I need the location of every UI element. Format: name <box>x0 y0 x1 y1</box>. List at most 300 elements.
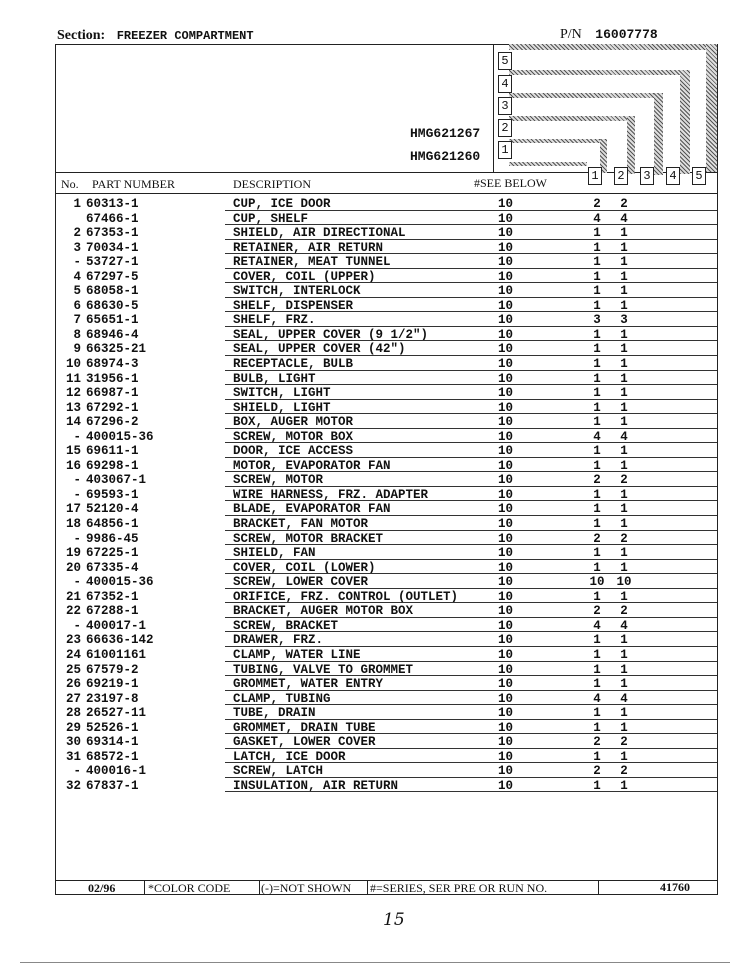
row-qty-series-1: 1 <box>593 444 601 459</box>
row-no: 10 <box>65 357 81 372</box>
row-no: 6 <box>73 298 81 313</box>
row-qty-series-2: 2 <box>620 473 628 488</box>
row-qty-series-1: 1 <box>593 677 601 692</box>
part-number-header <box>560 27 658 43</box>
row-qty-series-1: 1 <box>593 255 601 270</box>
row-qty-series-1: 1 <box>593 226 601 241</box>
row-qty-series-1: 1 <box>593 357 601 372</box>
row-see-below: 10 <box>498 313 514 328</box>
row-qty-series-1: 1 <box>593 662 601 677</box>
row-description: SHIELD, AIR DIRECTIONAL <box>233 226 406 241</box>
row-no: 32 <box>65 778 81 793</box>
row-see-below: 10 <box>498 546 514 561</box>
row-no: 15 <box>65 444 81 459</box>
row-qty-series-2: 1 <box>620 633 628 648</box>
row-part-number: 69611-1 <box>86 444 139 459</box>
row-see-below: 10 <box>498 575 514 590</box>
row-part-number: 69219-1 <box>86 677 139 692</box>
parts-table <box>57 197 717 793</box>
row-description: BRACKET, AUGER MOTOR BOX <box>233 604 414 619</box>
row-see-below: 10 <box>498 458 514 473</box>
row-no: 11 <box>65 371 81 386</box>
row-see-below: 10 <box>498 589 514 604</box>
row-qty-series-2: 1 <box>620 647 628 662</box>
row-description: SHELF, FRZ. <box>233 313 316 328</box>
row-qty-series-1: 1 <box>593 749 601 764</box>
footer-sep-4 <box>598 880 599 895</box>
footer-sep-2 <box>259 880 260 895</box>
row-description: SHIELD, LIGHT <box>233 400 331 415</box>
col-header-no: No. <box>61 177 79 191</box>
row-no: 30 <box>65 735 81 750</box>
row-part-number: 68974-3 <box>86 357 139 372</box>
handwritten-page-number: 15 <box>383 910 405 930</box>
row-qty-series-1: 2 <box>593 531 601 546</box>
row-see-below: 10 <box>498 778 514 793</box>
row-see-below: 10 <box>498 400 514 415</box>
row-part-number: 68946-4 <box>86 327 139 342</box>
row-part-number: 69593-1 <box>86 487 139 502</box>
page-bottom-line <box>20 962 730 963</box>
row-no: 8 <box>73 327 81 342</box>
row-no: 29 <box>65 720 81 735</box>
row-description: SCREW, MOTOR BOX <box>233 429 354 444</box>
table-row <box>57 430 717 445</box>
table-row <box>57 342 717 357</box>
row-qty-series-2: 4 <box>620 211 628 226</box>
table-row <box>57 532 717 547</box>
row-qty-series-1: 2 <box>593 735 601 750</box>
table-row <box>57 372 717 387</box>
row-see-below: 10 <box>498 706 514 721</box>
table-row <box>57 415 717 430</box>
row-no: 31 <box>65 749 81 764</box>
section-value: FREEZER COMPARTMENT <box>116 29 254 43</box>
row-qty-series-2: 4 <box>620 618 628 633</box>
row-qty-series-1: 1 <box>593 371 601 386</box>
row-see-below: 10 <box>498 371 514 386</box>
row-qty-series-1: 1 <box>593 298 601 313</box>
row-description: DOOR, ICE ACCESS <box>233 444 354 459</box>
table-row <box>57 386 717 401</box>
row-qty-series-1: 1 <box>593 517 601 532</box>
row-description: TUBE, DRAIN <box>233 706 316 721</box>
row-qty-series-1: 1 <box>593 400 601 415</box>
row-see-below: 10 <box>498 487 514 502</box>
row-see-below: 10 <box>498 618 514 633</box>
row-part-number: 9986-45 <box>86 531 139 546</box>
table-row <box>57 255 717 270</box>
row-qty-series-1: 1 <box>593 415 601 430</box>
row-qty-series-2: 3 <box>620 313 628 328</box>
footer-sep-3 <box>367 880 368 895</box>
row-qty-series-2: 2 <box>620 764 628 779</box>
row-description: INSULATION, AIR RETURN <box>233 778 399 793</box>
row-description: CLAMP, WATER LINE <box>233 647 361 662</box>
row-no: - <box>73 531 81 546</box>
row-see-below: 10 <box>498 735 514 750</box>
row-part-number: 66636-142 <box>86 633 154 648</box>
row-qty-series-2: 1 <box>620 269 628 284</box>
footer-date: 02/96 <box>88 881 116 895</box>
row-qty-series-2: 1 <box>620 662 628 677</box>
row-no: 27 <box>65 691 81 706</box>
row-no: 26 <box>65 677 81 692</box>
row-qty-series-2: 1 <box>620 226 628 241</box>
row-qty-series-1: 4 <box>593 691 601 706</box>
row-no: 4 <box>73 269 81 284</box>
row-qty-series-1: 1 <box>593 327 601 342</box>
row-description: SEAL, UPPER COVER (42") <box>233 342 406 357</box>
row-part-number: 67353-1 <box>86 226 139 241</box>
row-description: TUBING, VALVE TO GROMMET <box>233 662 414 677</box>
row-part-number: 67225-1 <box>86 546 139 561</box>
row-qty-series-2: 2 <box>620 735 628 750</box>
row-see-below: 10 <box>498 357 514 372</box>
row-description: BOX, AUGER MOTOR <box>233 415 354 430</box>
table-row <box>57 502 717 517</box>
series-box-5: 5 <box>498 52 512 70</box>
row-see-below: 10 <box>498 473 514 488</box>
row-no: 5 <box>73 284 81 299</box>
row-no: 23 <box>65 633 81 648</box>
row-part-number: 67297-5 <box>86 269 139 284</box>
col-header-part-number: PART NUMBER <box>92 177 175 191</box>
row-part-number: 65651-1 <box>86 313 139 328</box>
series-box-3: 3 <box>498 97 512 115</box>
row-qty-series-2: 10 <box>616 575 632 590</box>
row-description: COVER, COIL (LOWER) <box>233 560 376 575</box>
table-row <box>57 663 717 678</box>
row-no: 14 <box>65 415 81 430</box>
row-qty-series-2: 1 <box>620 706 628 721</box>
row-see-below: 10 <box>498 677 514 692</box>
row-part-number: 52526-1 <box>86 720 139 735</box>
row-qty-series-2: 1 <box>620 284 628 299</box>
row-see-below: 10 <box>498 255 514 270</box>
row-qty-series-2: 1 <box>620 560 628 575</box>
table-row <box>57 444 717 459</box>
row-qty-series-2: 1 <box>620 386 628 401</box>
row-part-number: 70034-1 <box>86 240 139 255</box>
row-qty-series-2: 1 <box>620 371 628 386</box>
row-qty-series-2: 1 <box>620 487 628 502</box>
row-part-number: 400016-1 <box>86 764 147 779</box>
row-part-number: 23197-8 <box>86 691 139 706</box>
row-description: RETAINER, MEAT TUNNEL <box>233 255 391 270</box>
table-row <box>57 197 717 212</box>
row-qty-series-2: 1 <box>620 517 628 532</box>
row-description: SWITCH, INTERLOCK <box>233 284 361 299</box>
row-qty-series-1: 1 <box>593 647 601 662</box>
row-see-below: 10 <box>498 211 514 226</box>
section-label-text: Section: <box>57 28 106 43</box>
row-see-below: 10 <box>498 429 514 444</box>
row-no: 16 <box>65 458 81 473</box>
table-row <box>57 575 717 590</box>
series-col-1: 1 <box>588 167 602 185</box>
row-part-number: 66987-1 <box>86 386 139 401</box>
row-no: - <box>73 487 81 502</box>
row-part-number: 400015-36 <box>86 575 154 590</box>
table-row <box>57 284 717 299</box>
row-part-number: 64856-1 <box>86 517 139 532</box>
pn-value: 16007778 <box>595 27 658 42</box>
row-qty-series-2: 4 <box>620 429 628 444</box>
row-qty-series-1: 1 <box>593 589 601 604</box>
table-row <box>57 488 717 503</box>
table-row <box>57 561 717 576</box>
row-qty-series-2: 1 <box>620 778 628 793</box>
row-no: - <box>73 575 81 590</box>
row-description: CLAMP, TUBING <box>233 691 331 706</box>
row-qty-series-1: 1 <box>593 546 601 561</box>
row-part-number: 52120-4 <box>86 502 139 517</box>
row-qty-series-2: 1 <box>620 240 628 255</box>
row-qty-series-2: 1 <box>620 444 628 459</box>
row-no: - <box>73 429 81 444</box>
row-description: SCREW, MOTOR <box>233 473 324 488</box>
row-description: CUP, SHELF <box>233 211 309 226</box>
row-qty-series-2: 1 <box>620 677 628 692</box>
row-no: 1 <box>73 197 81 211</box>
row-description: SCREW, BRACKET <box>233 618 339 633</box>
row-see-below: 10 <box>498 764 514 779</box>
table-row <box>57 473 717 488</box>
row-description: GROMMET, DRAIN TUBE <box>233 720 376 735</box>
table-row <box>57 735 717 750</box>
row-part-number: 60313-1 <box>86 197 139 211</box>
row-see-below: 10 <box>498 327 514 342</box>
row-no: - <box>73 255 81 270</box>
table-row <box>57 779 717 794</box>
row-qty-series-1: 1 <box>593 706 601 721</box>
row-qty-series-1: 1 <box>593 269 601 284</box>
section-label <box>57 28 254 44</box>
row-see-below: 10 <box>498 197 514 211</box>
row-description: SHELF, DISPENSER <box>233 298 354 313</box>
row-qty-series-1: 1 <box>593 720 601 735</box>
table-row <box>57 750 717 765</box>
table-row <box>57 619 717 634</box>
model-number-2: HMG621260 <box>410 149 481 164</box>
row-see-below: 10 <box>498 502 514 517</box>
table-row <box>57 590 717 605</box>
row-see-below: 10 <box>498 226 514 241</box>
row-part-number: 67837-1 <box>86 778 139 793</box>
table-row <box>57 299 717 314</box>
series-col-2: 2 <box>614 167 628 185</box>
row-description: BLADE, EVAPORATOR FAN <box>233 502 391 517</box>
series-box-4: 4 <box>498 75 512 93</box>
row-no: 22 <box>65 604 81 619</box>
table-row <box>57 226 717 241</box>
row-description: MOTOR, EVAPORATOR FAN <box>233 458 391 473</box>
row-qty-series-2: 1 <box>620 255 628 270</box>
row-qty-series-2: 1 <box>620 546 628 561</box>
row-description: SWITCH, LIGHT <box>233 386 331 401</box>
table-row <box>57 212 717 227</box>
row-no: - <box>73 473 81 488</box>
row-qty-series-1: 4 <box>593 211 601 226</box>
row-qty-series-2: 1 <box>620 357 628 372</box>
row-description: SCREW, LATCH <box>233 764 324 779</box>
table-row <box>57 764 717 779</box>
table-row <box>57 313 717 328</box>
footer-not-shown: (-)=NOT SHOWN <box>261 881 352 895</box>
row-see-below: 10 <box>498 531 514 546</box>
row-qty-series-2: 1 <box>620 400 628 415</box>
row-qty-series-2: 1 <box>620 342 628 357</box>
row-qty-series-1: 1 <box>593 386 601 401</box>
row-qty-series-2: 1 <box>620 458 628 473</box>
table-row <box>57 692 717 707</box>
row-qty-series-2: 2 <box>620 604 628 619</box>
row-see-below: 10 <box>498 517 514 532</box>
row-qty-series-1: 1 <box>593 560 601 575</box>
row-qty-series-1: 2 <box>593 197 601 211</box>
pn-label: P/N <box>560 27 582 42</box>
row-qty-series-2: 1 <box>620 749 628 764</box>
row-see-below: 10 <box>498 269 514 284</box>
row-part-number: 53727-1 <box>86 255 139 270</box>
row-see-below: 10 <box>498 691 514 706</box>
row-part-number: 400017-1 <box>86 618 147 633</box>
row-no: 7 <box>73 313 81 328</box>
row-qty-series-2: 2 <box>620 197 628 211</box>
series-col-5: 5 <box>692 167 706 185</box>
row-no: 3 <box>73 240 81 255</box>
row-qty-series-1: 1 <box>593 502 601 517</box>
footer-color-code: *COLOR CODE <box>148 881 231 895</box>
row-no: 20 <box>65 560 81 575</box>
row-description: RETAINER, AIR RETURN <box>233 240 384 255</box>
row-no: 12 <box>65 386 81 401</box>
footer-series-note: #=SERIES, SER PRE OR RUN NO. <box>370 881 548 895</box>
row-no: - <box>73 618 81 633</box>
row-see-below: 10 <box>498 386 514 401</box>
row-qty-series-2: 1 <box>620 502 628 517</box>
table-row <box>57 270 717 285</box>
table-row <box>57 546 717 561</box>
row-description: SHIELD, FAN <box>233 546 316 561</box>
row-no: 13 <box>65 400 81 415</box>
row-see-below: 10 <box>498 298 514 313</box>
row-part-number: 67352-1 <box>86 589 139 604</box>
table-row <box>57 677 717 692</box>
row-no: 19 <box>65 546 81 561</box>
row-part-number: 67292-1 <box>86 400 139 415</box>
row-description: RECEPTACLE, BULB <box>233 357 354 372</box>
row-see-below: 10 <box>498 284 514 299</box>
series-grid-left <box>493 44 494 172</box>
row-see-below: 10 <box>498 342 514 357</box>
row-see-below: 10 <box>498 662 514 677</box>
row-no: 17 <box>65 502 81 517</box>
row-see-below: 10 <box>498 444 514 459</box>
row-qty-series-1: 1 <box>593 458 601 473</box>
row-qty-series-1: 1 <box>593 633 601 648</box>
table-row <box>57 328 717 343</box>
row-qty-series-2: 1 <box>620 327 628 342</box>
row-qty-series-1: 1 <box>593 778 601 793</box>
col-header-description: DESCRIPTION <box>233 177 312 191</box>
row-description: BULB, LIGHT <box>233 371 316 386</box>
row-description: GROMMET, WATER ENTRY <box>233 677 384 692</box>
footer-doc-number: 41760 <box>660 880 690 894</box>
row-part-number: 31956-1 <box>86 371 139 386</box>
row-no: 21 <box>65 589 81 604</box>
series-box-2: 2 <box>498 119 512 137</box>
table-row <box>57 241 717 256</box>
row-qty-series-2: 1 <box>620 415 628 430</box>
row-see-below: 10 <box>498 633 514 648</box>
row-description: WIRE HARNESS, FRZ. ADAPTER <box>233 487 429 502</box>
row-part-number: 69314-1 <box>86 735 139 750</box>
row-part-number: 67579-2 <box>86 662 139 677</box>
row-description: ORIFICE, FRZ. CONTROL (OUTLET) <box>233 589 459 604</box>
row-no: 28 <box>65 706 81 721</box>
row-description: CUP, ICE DOOR <box>233 197 331 211</box>
table-row <box>57 604 717 619</box>
row-description: SCREW, LOWER COVER <box>233 575 369 590</box>
table-row <box>57 357 717 372</box>
row-qty-series-2: 4 <box>620 691 628 706</box>
row-qty-series-1: 1 <box>593 284 601 299</box>
row-part-number: 67296-2 <box>86 415 139 430</box>
table-row <box>57 517 717 532</box>
table-row <box>57 721 717 736</box>
row-part-number: 61001161 <box>86 647 147 662</box>
row-description: DRAWER, FRZ. <box>233 633 324 648</box>
row-qty-series-1: 4 <box>593 429 601 444</box>
row-part-number: 68630-5 <box>86 298 139 313</box>
series-col-3: 3 <box>640 167 654 185</box>
row-description: COVER, COIL (UPPER) <box>233 269 376 284</box>
row-qty-series-2: 1 <box>620 720 628 735</box>
table-row <box>57 401 717 416</box>
row-description: SEAL, UPPER COVER (9 1/2") <box>233 327 429 342</box>
col-header-see-below: #SEE BELOW <box>474 176 547 190</box>
row-description: SCREW, MOTOR BRACKET <box>233 531 384 546</box>
series-col-4: 4 <box>666 167 680 185</box>
row-qty-series-2: 1 <box>620 589 628 604</box>
row-qty-series-1: 1 <box>593 240 601 255</box>
row-qty-series-2: 1 <box>620 298 628 313</box>
row-no: 9 <box>73 342 81 357</box>
row-qty-series-1: 4 <box>593 618 601 633</box>
row-part-number: 66325-21 <box>86 342 147 357</box>
table-row <box>57 706 717 721</box>
row-see-below: 10 <box>498 240 514 255</box>
row-no: 24 <box>65 647 81 662</box>
row-qty-series-1: 3 <box>593 313 601 328</box>
row-see-below: 10 <box>498 415 514 430</box>
row-see-below: 10 <box>498 560 514 575</box>
series-box-1: 1 <box>498 141 512 159</box>
table-row <box>57 459 717 474</box>
row-qty-series-1: 2 <box>593 604 601 619</box>
row-see-below: 10 <box>498 647 514 662</box>
table-row <box>57 648 717 663</box>
row-part-number: 69298-1 <box>86 458 139 473</box>
row-see-below: 10 <box>498 604 514 619</box>
row-see-below: 10 <box>498 720 514 735</box>
row-part-number: 26527-11 <box>86 706 147 721</box>
table-row <box>57 633 717 648</box>
row-qty-series-1: 10 <box>589 575 605 590</box>
row-qty-series-1: 2 <box>593 473 601 488</box>
